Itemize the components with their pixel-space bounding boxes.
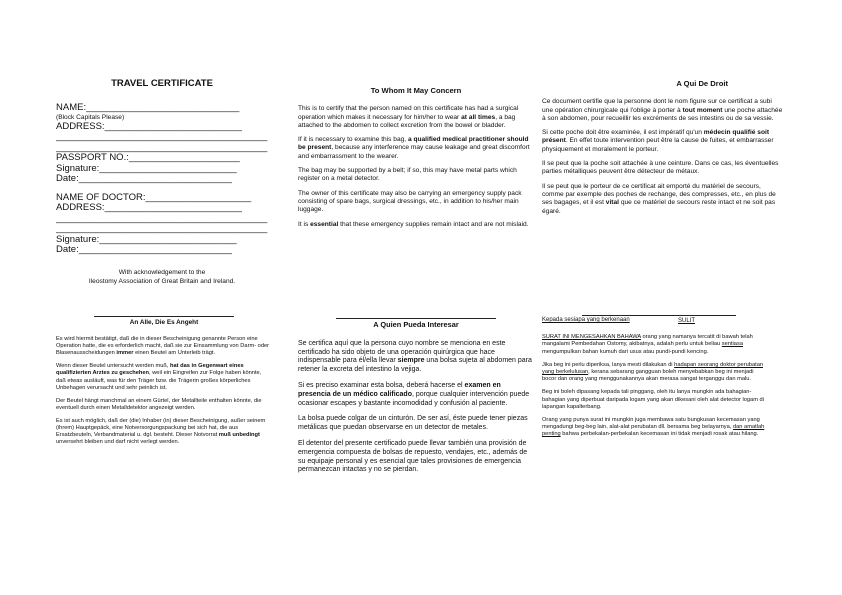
malay-paragraph: Jika beg ini perlu diperiksa, lanya mesti dilakukan di hadapan seorang doktor perubatan yang berkelulusan, kerana sebarang gangguan boleh menyebabkan beg ini menjadi bocor dan orang yang menggunakannya akan merasa sangat terganggu dan malu. [542,361,764,383]
french-paragraph: Si cette poche doit être examinée, il est impératif qu'un médecin qualifié soit présent. En effet toute intervention peut être la cause de fuites, et embarrasser physiquement et moralement le porteur. [542,129,774,153]
french-paragraph: Ce document certifie que la personne dont le nom figure sur ce certificat a subi une opération chirurgicale qui l'oblige à porter à tout moment une poche attachée à son abdomen, pour recueillir les excréments de ses intestins ou de sa vessie. [542,98,783,122]
english-paragraph: The owner of this certificate may also be carrying an emergency supply pack consisting of spare bags, surgical dressings, etc., in addition to his/her main luggage. [298,189,522,214]
divider [582,315,736,316]
spanish-paragraph: Si es preciso examinar esta bolsa, deberá hacerse el examen en presencia de un médico calificado, porque cualquier intervención puede ocasionar escapes y bastante incomodidad y confusión al paciente. [298,381,530,407]
english-panel [298,87,534,235]
english-paragraph: This is to certify that the person named on this certificate has had a surgical operation which makes it necessary for him/her to wear at all times, a bag attached to the abdomen to collect excretion from the bowel or bladder. [298,105,519,129]
german-paragraph: Wenn dieser Beutel untersucht werden muß, hat das in Gegenwart eines qualifizierten Arztes zu geschehen, weil ein Eingreifen zur Folge haben könnte, daß etwas ausläuft, was für den Träger bzw. die Trägerin großes körperliches Unbehagen verursacht und sehr peinlich ist. [56,363,262,391]
date-field[interactable]: Date:_____________________________ [56,174,232,184]
french-title: A Qui De Droit [676,79,728,88]
german-paragraph: Der Beutel hängt manchmal an einem Gürtel, der Metallteile enthalten könnte, die eventuell durch einen Metalldetektor angezeigt werden. [56,397,262,411]
spanish-paragraph: Se certifica aquí que la persona cuyo nombre se menciona en este certificado ha sido objeto de una operación quirúrgica que hace indispensable para él/ella llevar siempre una bolsa sujeta al abdomen para retener la excreta del intestino la vejiga. [298,339,532,374]
german-paragraph: Es wird hiermit bestätigt, daß die in dieser Bescheinigung genannte Person eine Operation hatte, die es erforderlich macht, daß sie zur Einsammlung von Darm- oder Blasenausscheidungen immer einen Beutel am Unterleib trägt. [56,336,270,357]
doctor-name-field[interactable]: NAME OF DOCTOR:____________________ [56,192,252,203]
malay-paragraph: Orang yang punya surat ini mungkin juga membawa satu bungkusan kecemasan yang mengadungi beg-beg lain, alat-alat perubatan dll. bersama beg belayarnya, dan amatlah penting bahwa perbekalan-perbekalan kecemasan ini tidak menjadi rosak atau hilang. [542,417,765,438]
french-panel [542,80,784,222]
address-line[interactable]: ________________________________________ [56,142,268,153]
address-line[interactable]: ________________________________________ [56,224,268,234]
german-panel [56,316,272,452]
acknowledgement: With acknowledgement to the Ileostomy Association of Great Britain and Ireland. [88,268,236,285]
spanish-paragraph: La bolsa puede colgar de un cinturón. De ser así, éste puede tener piezas metálicas que puedan observarse en un detector de metales. [298,415,528,432]
doctor-address-field[interactable]: ADDRESS:__________________________ [56,203,242,213]
german-paragraph: Es ist auch möglich, daß der (die) Inhaber (in) dieser Bescheinigung, außer seinem (ihrem) Hauptgepäck, eine Notversorgungspackung bei sich hat, die aus Ersatzbeuteln, Verbandmaterial u. dgl. besteht. Dieser Notvorrat muß unbedingt unversehrt bleiben und darf nicht verlegt werden. [56,417,266,446]
malay-paragraph: SURAT INI MENGESAHKAN BAHAWA orang yang namanya tercatit di bawah telah mangalami Pembedahan Ostomy, akibatnya, adalah perlu untuk beliau sentiasa mengumpulkan bahan kumuh dari usus atau pundi-pundi kencing. [542,334,753,355]
spanish-title: A Quien Pueda Interesar [336,318,496,330]
sulit-label: SULIT [678,318,696,324]
spanish-paragraph: El detentor del presente certificado puede llevar también una provisión de emergencia compuesta de bolsas de repuesto, vendajes, etc., además de su equipaje personal y es esencial que tales provisiones de emergencia permanezcan intactas y no se pierdan. [298,439,528,474]
spanish-panel [298,318,534,482]
english-paragraph: If it is necessary to examine this bag, a qualified medical practitioner should be present, because any interference may cause leakage and great discomfort and embarrassment to the wearer. [298,136,530,160]
doctor-signature-field[interactable]: Signature:__________________________ [56,234,237,245]
passport-field[interactable]: PASSPORT NO.:_____________________ [56,153,240,163]
name-field[interactable]: NAME:_____________________________ [56,103,240,113]
doctor-date-field[interactable]: Date:_____________________________ [56,245,232,255]
travel-certificate-panel [56,78,268,287]
travel-certificate-title: TRAVEL CERTIFICATE [111,78,213,89]
malay-title: Kepada sesiapa yang berkenaan [542,317,630,323]
block-capitals-note: (Block Capitals Please) [56,113,125,121]
english-paragraph: It is essential that these emergency supplies remain intact and are not mislaid. [298,220,529,228]
malay-paragraph: Beg ini boleh dipasang kepada tali pinggang, oleh itu lanya mungkin ada bahagian-bahagian yang diperbuat daripada logam yang akan dikesani oleh alat detector logam di lapangan kapalterbang. [542,389,764,410]
malay-panel [542,317,768,445]
german-title: An Alle, Die Es Angeht [94,316,234,326]
signature-field[interactable]: Signature:__________________________ [56,163,237,174]
address-line[interactable]: ________________________________________ [56,132,268,142]
english-title: To Whom It May Concern [370,86,462,95]
address-field[interactable]: ADDRESS:__________________________ [56,121,242,132]
english-paragraph: The bag may be supported by a belt; if so, this may have metal parts which register on a metal detector. [298,167,517,183]
french-paragraph: Il se peut que la poche soit attachée à une ceinture. Dans ce cas, les éventuelles parties métalliques peuvent être détecteur de métaux. [542,160,779,176]
malay-heading [542,317,768,324]
french-paragraph: Il se peut que le porteur de ce certificat ait emporté du matériel de secours, comme par exemple des poches de rechange, des compresses, etc., en plus de ses bagages, et il est vital que ce matériel de secours reste intact et ne soit pas égaré. [542,182,776,215]
address-line[interactable]: ________________________________________ [56,213,268,224]
